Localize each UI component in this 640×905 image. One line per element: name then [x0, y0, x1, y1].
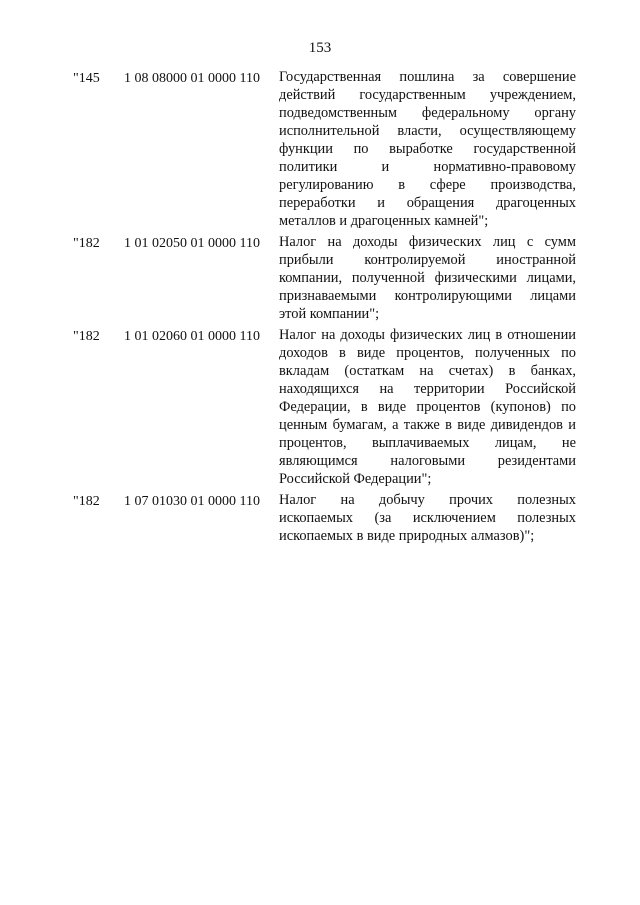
description-line: ценным бумагам, а также в виде дивидендов и [279, 417, 576, 433]
description-line: подведомственным федеральному органу [279, 105, 576, 121]
admin-code: "145 [73, 71, 100, 86]
description-line: действий государственным учреждением, [279, 87, 576, 103]
description-line: Государственная пошлина за совершение [279, 69, 576, 85]
kbk-code: 1 01 02060 01 0000 110 [124, 329, 260, 344]
list-item [0, 68, 640, 230]
description-line: Налог на доходы физических лиц в отношении [279, 327, 576, 343]
description-line: доходов в виде процентов, полученных по [279, 345, 576, 361]
entry-description [279, 233, 576, 323]
admin-code: "182 [73, 329, 100, 344]
kbk-code: 1 01 02050 01 0000 110 [124, 236, 260, 251]
description-line: прибыли контролируемой иностранной [279, 252, 576, 268]
description-line: являющимся налоговыми резидентами [279, 453, 576, 469]
description-line: процентов, выплачиваемых лицам, не [279, 435, 576, 451]
admin-code: "182 [73, 494, 100, 509]
description-line: Федерации, в виде процентов (купонов) по [279, 399, 576, 415]
description-line: регулированию в сфере производства, [279, 177, 576, 193]
list-item [0, 233, 640, 323]
page-number: 153 [308, 40, 332, 56]
description-line: переработки и обращения драгоценных [279, 195, 576, 211]
code-list [0, 68, 640, 548]
description-line: находящихся на территории Российской [279, 381, 576, 397]
list-item [0, 326, 640, 488]
admin-code: "182 [73, 236, 100, 251]
description-line: Российской Федерации"; [279, 471, 432, 487]
kbk-code: 1 08 08000 01 0000 110 [124, 71, 260, 86]
description-line: компании, полученной физическими лицами, [279, 270, 576, 286]
description-line: ископаемых в виде природных алмазов)"; [279, 528, 535, 544]
entry-description [279, 491, 576, 545]
description-line: Налог на добычу прочих полезных [279, 492, 576, 508]
entry-description [279, 326, 576, 488]
description-line: Налог на доходы физических лиц с сумм [279, 234, 576, 250]
description-line: политики и нормативно-правовому [279, 159, 576, 175]
description-line: металлов и драгоценных камней"; [279, 213, 489, 229]
entry-description [279, 68, 576, 230]
list-item [0, 491, 640, 545]
description-line: исполнительной власти, осуществляющему [279, 123, 576, 139]
kbk-code: 1 07 01030 01 0000 110 [124, 494, 260, 509]
description-line: вкладам (остаткам на счетах) в банках, [279, 363, 576, 379]
description-line: функции по выработке государственной [279, 141, 576, 157]
description-line: этой компании"; [279, 306, 380, 322]
description-line: признаваемыми контролирующими лицами [279, 288, 576, 304]
description-line: ископаемых (за исключением полезных [279, 510, 576, 526]
